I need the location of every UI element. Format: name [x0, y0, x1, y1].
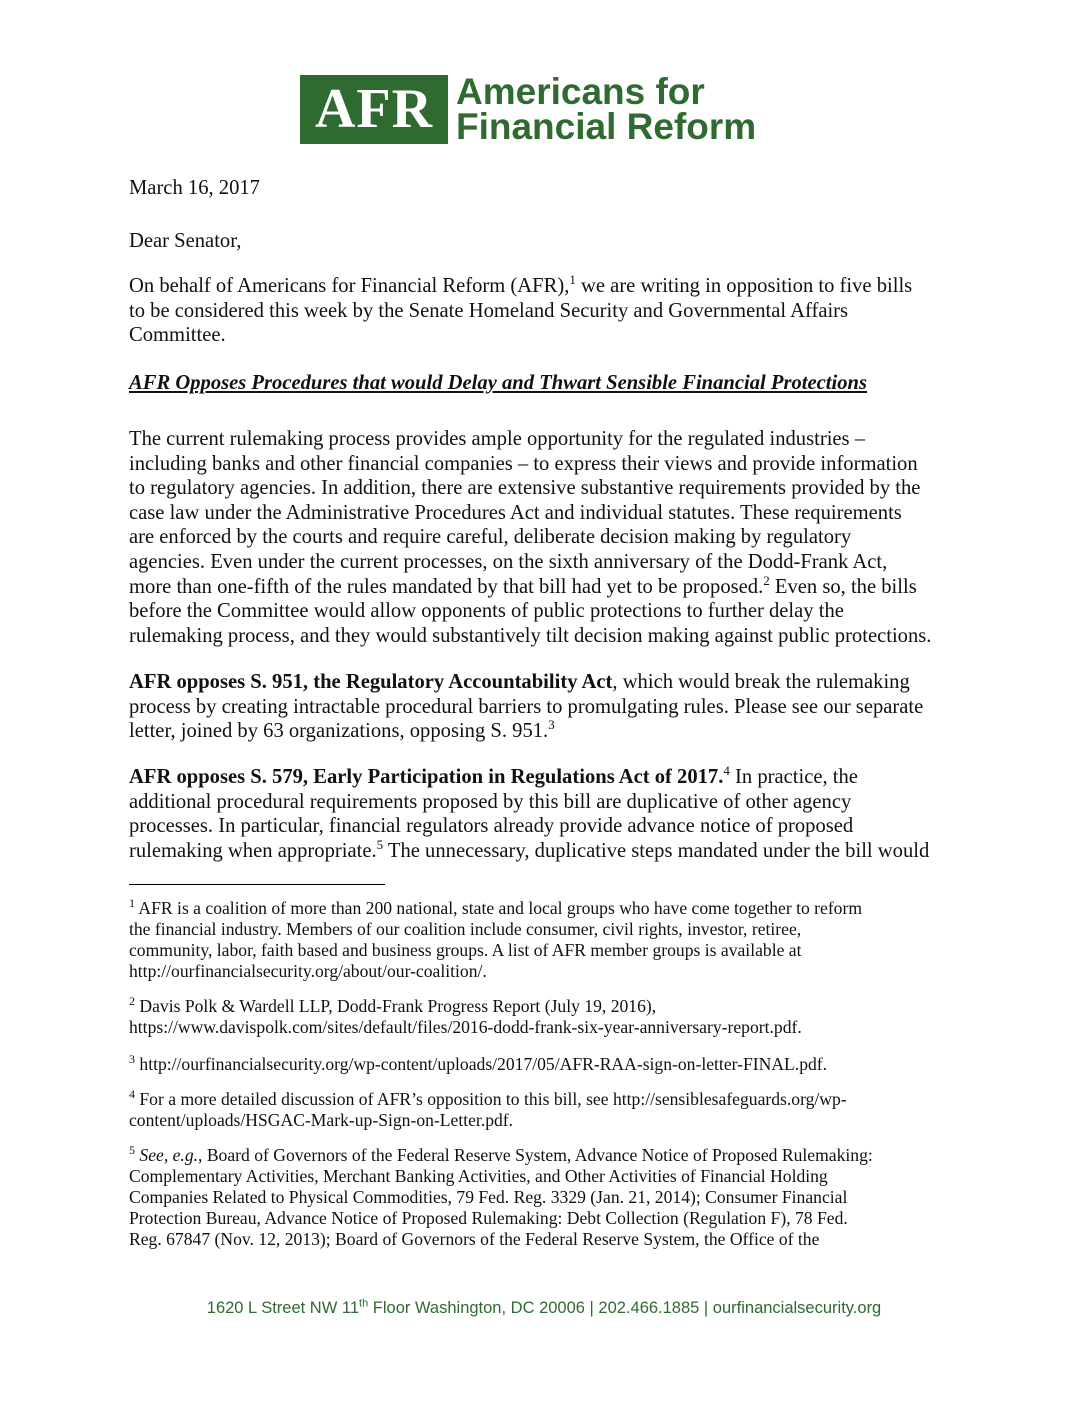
paragraph-line — [129, 670, 969, 695]
paragraph-line: The current rulemaking process provides ample opportunity for the regulated industries – — [129, 428, 866, 450]
footnote-number: 5 — [129, 1143, 135, 1158]
text-run: The unnecessary, duplicative steps mandated under the bill would — [383, 839, 930, 862]
footnote-ref: 5 — [376, 836, 384, 852]
text-run: For a more detailed discussion of AFR’s opposition to this bill, see http://sensiblesafeguards.org/wp- — [135, 1089, 847, 1109]
paragraph-line — [129, 572, 969, 600]
footnote-line: Companies Related to Physical Commodities, 79 Fed. Reg. 3329 (Jan. 21, 2014); Consumer Financial — [129, 1187, 848, 1207]
s579-paragraph — [129, 765, 969, 863]
footnote-number: 1 — [129, 896, 135, 911]
intro-paragraph — [129, 274, 969, 348]
logo-line-2: Financial Reform — [456, 106, 757, 147]
paragraph-line: Committee. — [129, 324, 226, 347]
footnote-line: Complementary Activities, Merchant Banking Activities, and Other Activities of Financial Holding — [129, 1166, 828, 1186]
footnote-line: the financial industry. Members of our coalition include consumer, civil rights, investor, retiree, — [129, 919, 802, 939]
bill-name: AFR opposes S. 951, the Regulatory Accountability Act — [129, 671, 613, 693]
footnote-line: community, labor, faith based and business groups. A list of AFR member groups is available at — [129, 940, 802, 960]
letterhead-footer — [0, 1299, 1088, 1318]
text-run: , Board of Governors of the Federal Reserve System, Advance Notice of Proposed Rulemaking: — [198, 1145, 873, 1165]
citation-signal: See, e.g. — [135, 1145, 199, 1165]
footnote-line: Reg. 67847 (Nov. 12, 2013); Board of Governors of the Federal Reserve System, the Office of the — [129, 1229, 820, 1249]
footnote-3 — [129, 1054, 979, 1075]
footnote-line[interactable] — [129, 1054, 979, 1075]
footnote-line — [129, 1089, 979, 1110]
footnote-number: 2 — [129, 994, 135, 1009]
section-heading: AFR Opposes Procedures that would Delay and Thwart Sensible Financial Protections — [129, 372, 868, 394]
text-run: 1620 L Street NW 11 — [206, 1299, 360, 1317]
text-run: more than one-fifth of the rules mandated by that bill had yet to be proposed. — [129, 575, 764, 598]
text-run: Even so, the bills — [769, 575, 917, 598]
text-run: letter, joined by 63 organizations, opposing S. 951. — [129, 720, 549, 743]
paragraph-line: case law under the Administrative Procedures Act and individual statutes. These requirements — [129, 501, 902, 524]
footnote-number: 4 — [129, 1087, 135, 1102]
paragraph-line: including banks and other financial companies – to express their views and provide information — [129, 452, 918, 475]
text-run: we are writing in opposition to five bills — [575, 275, 913, 297]
afr-logo — [300, 71, 757, 147]
text-run: Floor Washington, DC 20006 | 202.466.1885 | ourfinancialsecurity.org — [368, 1299, 882, 1317]
s951-paragraph — [129, 670, 969, 744]
text-run: On behalf of Americans for Financial Reform (AFR), — [129, 275, 570, 297]
footnote-line — [129, 1145, 979, 1166]
logo-mark: AFR — [300, 75, 448, 144]
text-run: Davis Polk & Wardell LLP, Dodd-Frank Progress Report (July 19, 2016), — [135, 996, 657, 1016]
paragraph-line — [129, 765, 969, 790]
ordinal-suffix: th — [359, 1297, 369, 1310]
footnote-4 — [129, 1089, 979, 1131]
footnote-link[interactable]: https://www.davispolk.com/sites/default/files/2016-dodd-frank-six-year-anniversary-report.pdf. — [129, 1017, 802, 1037]
logo-wordmark — [456, 71, 757, 147]
footnote-ref: 3 — [548, 717, 555, 733]
footnote-1 — [129, 898, 979, 982]
footnote-link[interactable]: http://ourfinancialsecurity.org/wp-content/uploads/2017/05/AFR-RAA-sign-on-letter-FINAL.pdf. — [135, 1054, 828, 1074]
bill-name: AFR opposes S. 579, Early Participation in Regulations Act of 2017. — [129, 766, 724, 788]
footnote-link[interactable]: content/uploads/HSGAC-Mark-up-Sign-on-Letter.pdf. — [129, 1110, 514, 1130]
text-run: In practice, the — [729, 766, 858, 788]
letter-date: March 16, 2017 — [129, 177, 260, 199]
paragraph-line: additional procedural requirements proposed by this bill are duplicative of other agency — [129, 790, 852, 813]
footnote-5 — [129, 1145, 979, 1250]
paragraph-line — [129, 719, 969, 744]
footnote-ref: 4 — [723, 763, 730, 779]
paragraph-line: rulemaking process, and they would substantively tilt decision making against public protections. — [129, 624, 932, 647]
footnote-link[interactable]: http://ourfinancialsecurity.org/about/our-coalition/. — [129, 961, 487, 981]
paragraph-line: to regulatory agencies. In addition, there are extensive substantive requirements provided by the — [129, 477, 921, 500]
logo-line-1: Americans for — [456, 71, 705, 112]
text-run: AFR is a coalition of more than 200 national, state and local groups who have come together to reform — [135, 898, 863, 918]
footnote-number: 3 — [129, 1052, 135, 1067]
paragraph-line: before the Committee would allow opponents of public protections to further delay the — [129, 600, 844, 623]
paragraph-line — [129, 274, 969, 299]
paragraph-line: process by creating intractable procedural barriers to promulgating rules. Please see our separate — [129, 695, 924, 718]
footnote-divider — [129, 884, 385, 885]
paragraph-line: agencies. Even under the current processes, on the sixth anniversary of the Dodd-Frank Act, — [129, 550, 888, 573]
footnote-ref: 2 — [763, 572, 770, 588]
text-run: rulemaking when appropriate. — [129, 839, 377, 862]
salutation: Dear Senator, — [129, 230, 242, 252]
rulemaking-paragraph — [129, 427, 969, 648]
footnote-2 — [129, 996, 979, 1038]
paragraph-line: to be considered this week by the Senate Homeland Security and Governmental Affairs — [129, 299, 849, 322]
footnote-line — [129, 996, 979, 1017]
footnote-line — [129, 898, 979, 919]
paragraph-line — [129, 836, 969, 864]
text-run: , which would break the rulemaking — [612, 671, 910, 693]
footnote-line: Protection Bureau, Advance Notice of Proposed Rulemaking: Debt Collection (Regulation F), 78 Fed. — [129, 1208, 848, 1228]
paragraph-line: processes. In particular, financial regulators already provide advance notice of proposed — [129, 815, 854, 838]
paragraph-line: are enforced by the courts and require careful, deliberate decision making by regulatory — [129, 526, 852, 549]
footnote-ref: 1 — [569, 272, 576, 288]
